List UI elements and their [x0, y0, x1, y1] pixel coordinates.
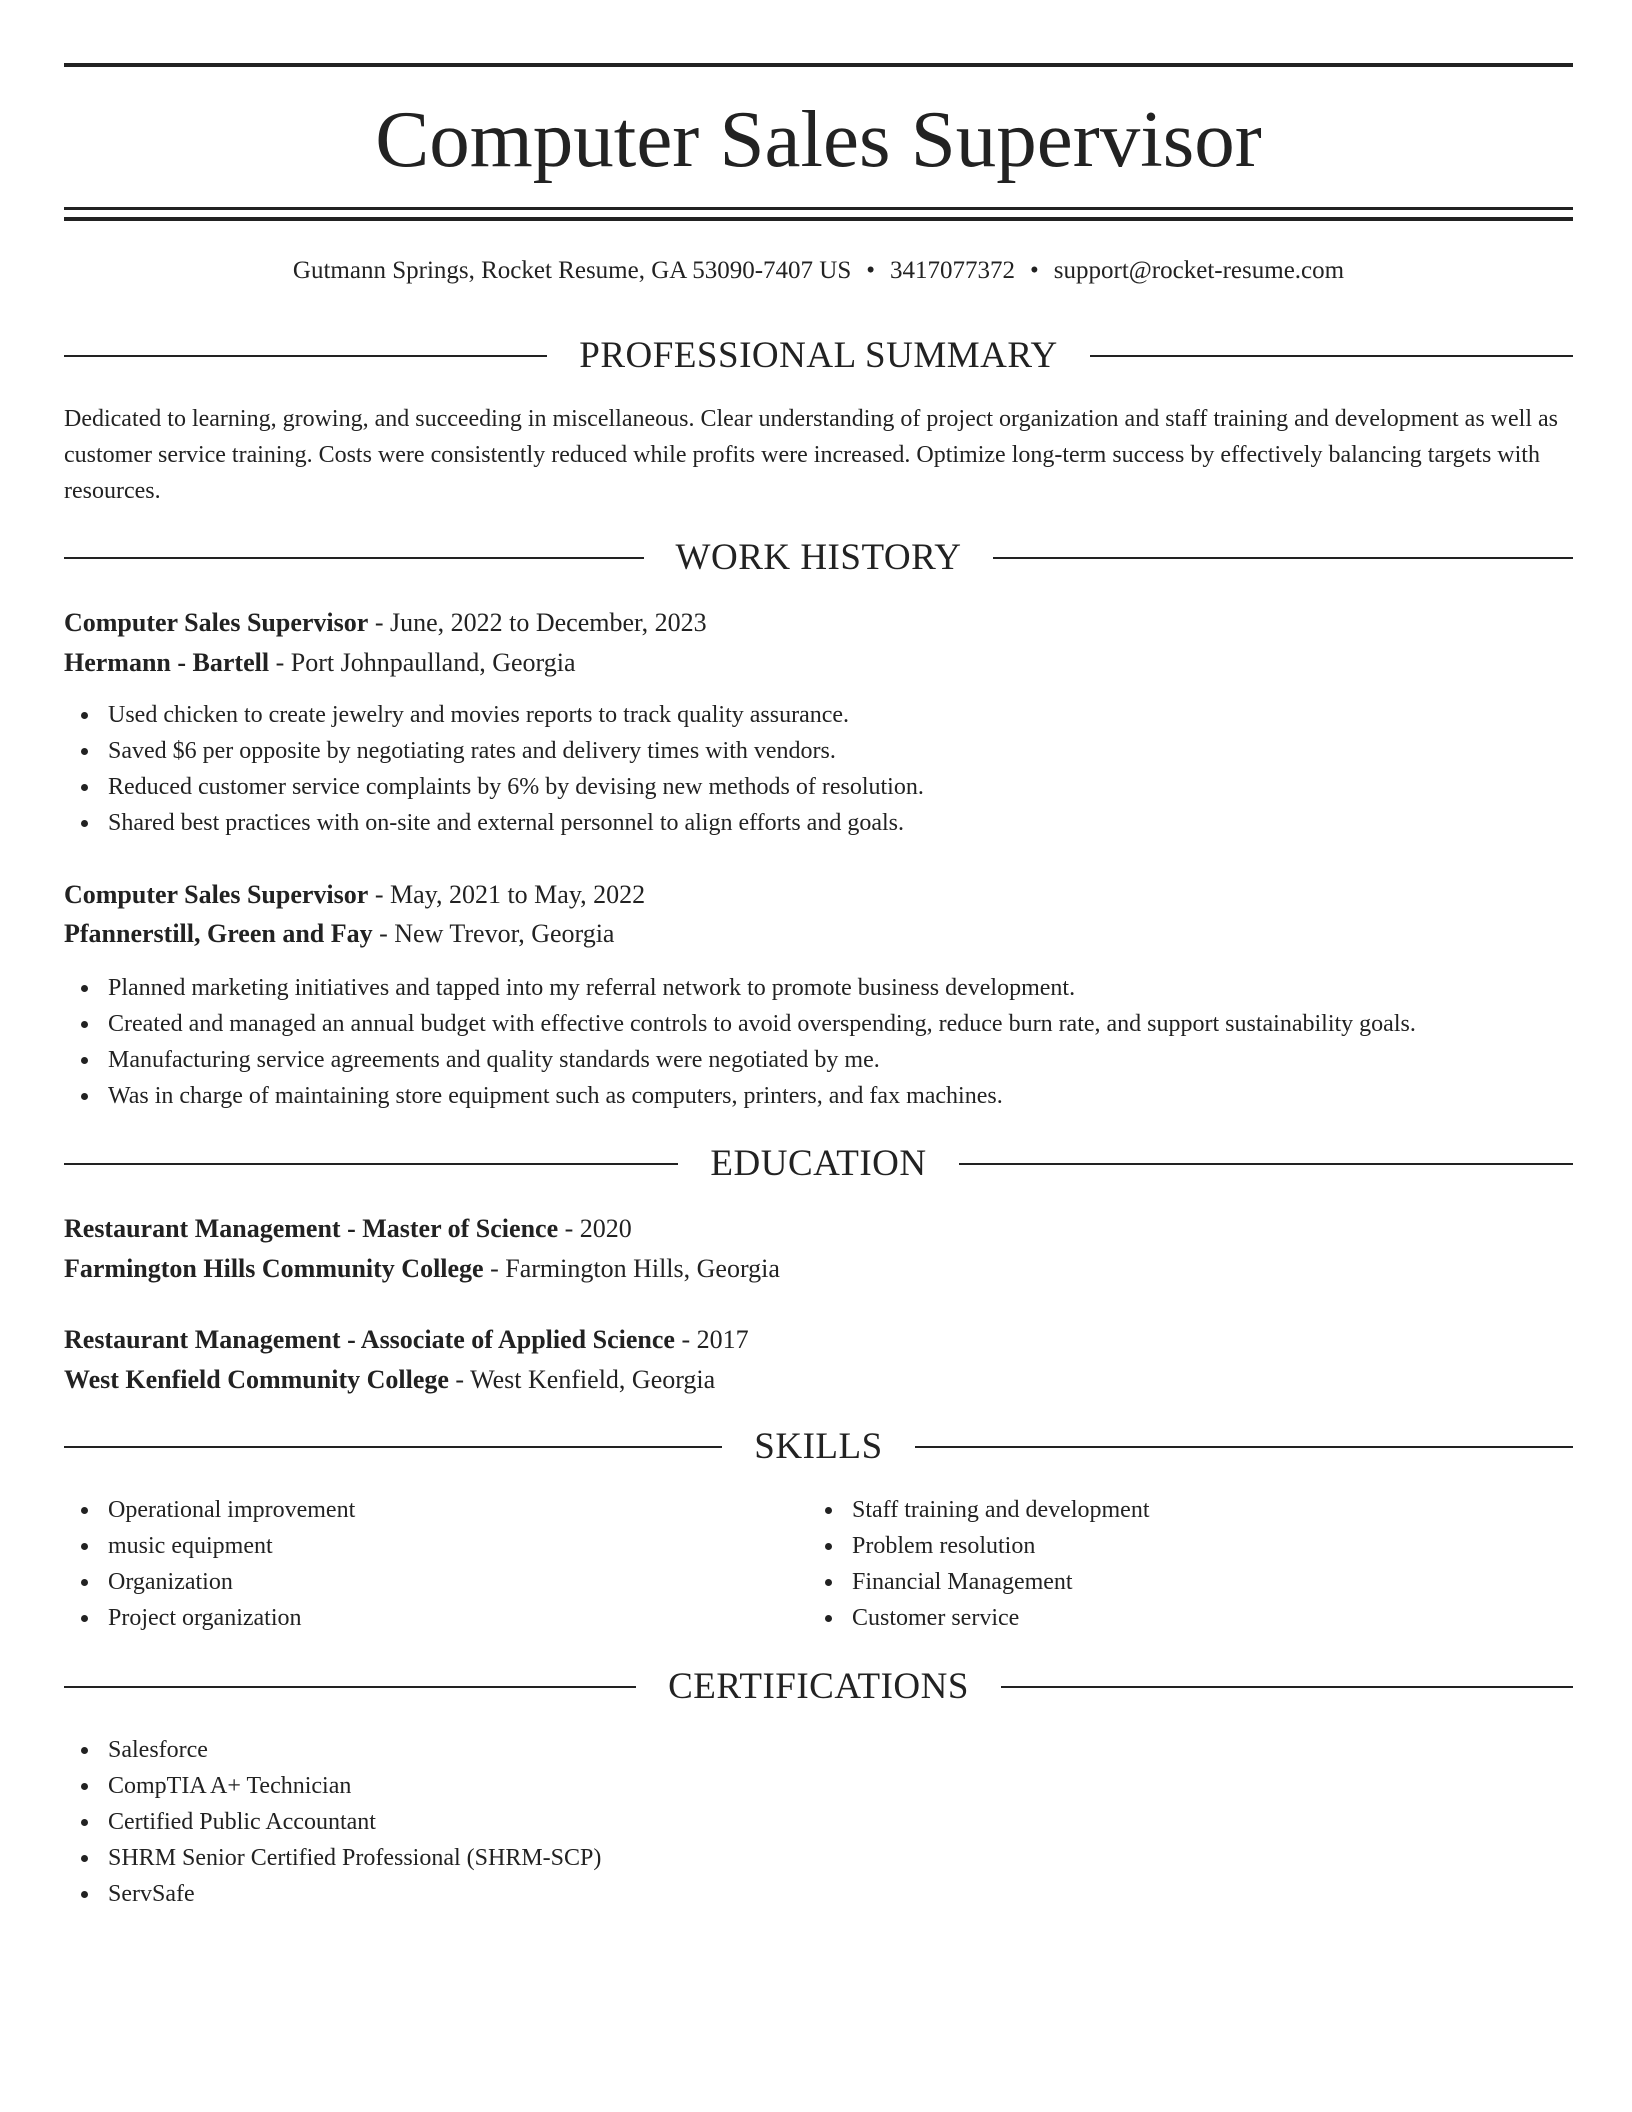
job-company-line [64, 916, 614, 952]
job-company: Pfannerstill, Green and Fay [64, 919, 373, 948]
job-location: - New Trevor, Georgia [379, 919, 615, 948]
section-heading-education [64, 1142, 1573, 1186]
education-degree-line [64, 1211, 632, 1247]
certification-item: ServSafe [64, 1876, 601, 1912]
contact-address: Gutmann Springs, Rocket Resume, GA 53090-7407 US [292, 257, 852, 284]
job-bullet-list [64, 697, 924, 841]
header-top-rule [64, 63, 1573, 67]
skill-item: Project organization [64, 1600, 355, 1636]
education-school-line [64, 1362, 715, 1398]
divider [64, 1446, 722, 1448]
summary-text: Dedicated to learning, growing, and succeeding in miscellaneous. Clear understanding of project organization and staff training and development as well as customer service training. Costs were consistently reduced while profits were increased. Optimize long-term success by effectively balancing targets with resources. [64, 406, 1558, 504]
skill-item: Organization [64, 1564, 355, 1600]
job-title-line [64, 605, 707, 641]
divider [1090, 355, 1573, 357]
divider [993, 557, 1573, 559]
list-item: Was in charge of maintaining store equipment such as computers, printers, and fax machines. [64, 1078, 1416, 1114]
divider [64, 355, 547, 357]
section-heading-skills [64, 1425, 1573, 1469]
certification-item: CompTIA A+ Technician [64, 1768, 601, 1804]
skill-item: Operational improvement [64, 1492, 355, 1528]
skills-list-right [808, 1492, 1149, 1636]
certification-item: Salesforce [64, 1732, 601, 1768]
divider [64, 1686, 636, 1688]
skill-item: Financial Management [808, 1564, 1149, 1600]
section-title: CERTIFICATIONS [668, 1666, 969, 1707]
skill-item: Problem resolution [808, 1528, 1149, 1564]
job-dates: - June, 2022 to December, 2023 [374, 608, 707, 637]
section-heading-summary [64, 334, 1573, 378]
contact-phone: 3417077372 [890, 257, 1016, 284]
job-company-line [64, 645, 576, 681]
skills-list-left [64, 1492, 355, 1636]
section-heading-work [64, 536, 1573, 580]
education-school-line [64, 1251, 780, 1287]
divider [959, 1163, 1573, 1165]
header-double-rule [64, 207, 1573, 221]
education-year: - 2020 [564, 1214, 632, 1243]
divider [64, 1163, 678, 1165]
job-company: Hermann - Bartell [64, 648, 270, 677]
education-location: - Farmington Hills, Georgia [490, 1254, 780, 1283]
resume-title: Computer Sales Supervisor [375, 94, 1262, 184]
divider [915, 1446, 1573, 1448]
contact-email: support@rocket-resume.com [1053, 257, 1345, 284]
contact-line [64, 256, 1573, 286]
job-location: - Port Johnpaulland, Georgia [275, 648, 576, 677]
contact-separator: • [866, 257, 876, 284]
education-degree: Restaurant Management - Master of Science [64, 1214, 559, 1243]
section-title: WORK HISTORY [675, 537, 962, 578]
education-school: Farmington Hills Community College [64, 1254, 484, 1283]
section-title: PROFESSIONAL SUMMARY [579, 335, 1058, 376]
skill-item: Staff training and development [808, 1492, 1149, 1528]
section-heading-certifications [64, 1665, 1573, 1709]
certification-item: Certified Public Accountant [64, 1804, 601, 1840]
section-title: SKILLS [754, 1426, 883, 1467]
divider [1001, 1686, 1573, 1688]
certification-item: SHRM Senior Certified Professional (SHRM-SCP) [64, 1840, 601, 1876]
list-item: Manufacturing service agreements and quality standards were negotiated by me. [64, 1042, 1416, 1078]
skill-item: Customer service [808, 1600, 1149, 1636]
list-item: Created and managed an annual budget with effective controls to avoid overspending, reduce burn rate, and support sustainability goals. [64, 1006, 1416, 1042]
job-bullet-list [64, 970, 1416, 1114]
job-title: Computer Sales Supervisor [64, 608, 369, 637]
contact-separator: • [1030, 257, 1039, 284]
list-item: Reduced customer service complaints by 6% by devising new methods of resolution. [64, 769, 924, 805]
skill-item: music equipment [64, 1528, 355, 1564]
education-degree: Restaurant Management - Associate of Applied Science [64, 1325, 675, 1354]
education-location: - West Kenfield, Georgia [455, 1365, 716, 1394]
list-item: Saved $6 per opposite by negotiating rates and delivery times with vendors. [64, 733, 924, 769]
job-dates: - May, 2021 to May, 2022 [374, 880, 646, 909]
list-item: Planned marketing initiatives and tapped into my referral network to promote business development. [64, 970, 1416, 1006]
list-item: Shared best practices with on-site and external personnel to align efforts and goals. [64, 805, 924, 841]
list-item: Used chicken to create jewelry and movies reports to track quality assurance. [64, 697, 924, 733]
section-title: EDUCATION [710, 1143, 927, 1184]
education-degree-line [64, 1322, 749, 1358]
job-title: Computer Sales Supervisor [64, 880, 369, 909]
education-year: - 2017 [681, 1325, 749, 1354]
certifications-list [64, 1732, 601, 1912]
job-title-line [64, 877, 645, 913]
education-school: West Kenfield Community College [64, 1365, 449, 1394]
divider [64, 557, 644, 559]
